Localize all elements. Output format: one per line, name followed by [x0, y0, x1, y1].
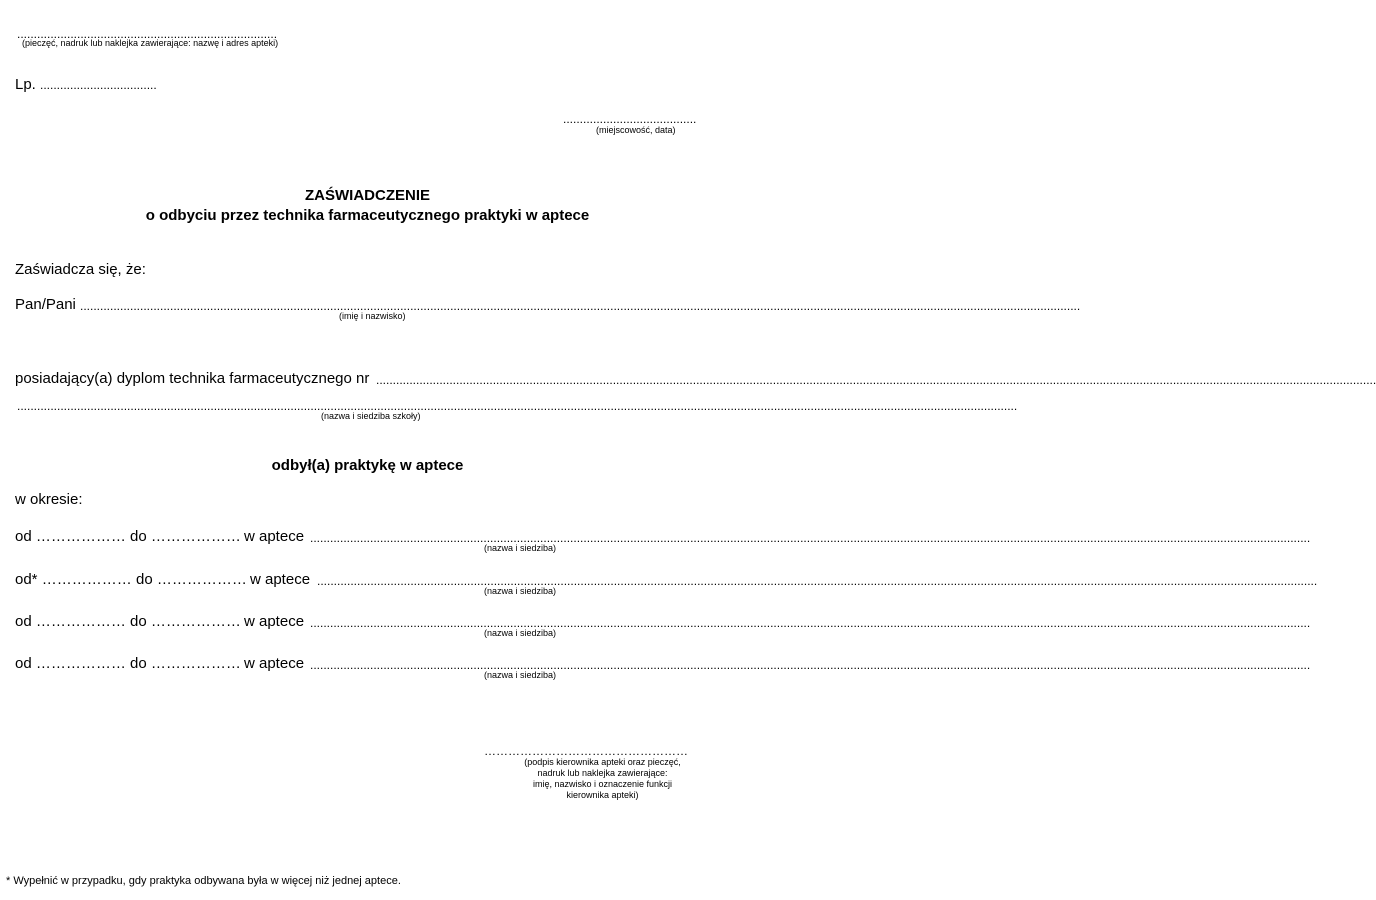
place-date-field[interactable]: ........................................: [563, 112, 697, 126]
lp-label: Lp.: [15, 76, 36, 93]
signature-caption-line: imię, nazwisko i oznaczenie funkcji: [532, 779, 673, 789]
to-date-field[interactable]: do ………………: [136, 571, 247, 588]
signature-field[interactable]: ……………………………………………: [484, 744, 688, 758]
school-field[interactable]: ............................................................................................................................................................................................................................................................................................................: [17, 399, 1018, 413]
from-date-field[interactable]: od ………………: [15, 655, 126, 672]
signature-caption-line: kierownika apteki): [566, 790, 639, 800]
signature-caption: [484, 757, 721, 801]
pharmacy-field[interactable]: ............................................................................................................................................................................................................................................................................................................: [310, 616, 1311, 630]
name-field[interactable]: ............................................................................................................................................................................................................................................................................................................: [80, 299, 1081, 313]
stamp-dotted-line: ..............................................................................: [17, 27, 278, 41]
pharmacy-field[interactable]: ............................................................................................................................................................................................................................................................................................................: [317, 574, 1318, 588]
from-date-field[interactable]: od ………………: [15, 528, 126, 545]
school-caption: (nazwa i siedziba szkoły): [321, 411, 421, 421]
name-caption: (imię i nazwisko): [339, 311, 406, 321]
from-date-field[interactable]: od ………………: [15, 613, 126, 630]
footnote: * Wypełnić w przypadku, gdy praktyka odbywana była w więcej niż jednej aptece.: [6, 875, 401, 887]
to-date-field[interactable]: do ………………: [130, 613, 241, 630]
period-label: w okresie:: [15, 491, 83, 508]
stamp-caption: (pieczęć, nadruk lub naklejka zawierające: nazwę i adres apteki): [22, 38, 279, 48]
place-date-caption: (miejscowość, data): [596, 125, 676, 135]
pharmacy-field[interactable]: ............................................................................................................................................................................................................................................................................................................: [310, 658, 1311, 672]
pharmacy-caption: (nazwa i siedziba): [484, 543, 557, 553]
diploma-label: posiadający(a) dyplom technika farmaceutycznego nr: [15, 370, 370, 387]
lp-field[interactable]: ...................................: [40, 78, 157, 92]
practice-heading: odbył(a) praktykę w aptece: [271, 457, 464, 474]
pharmacy-label: w aptece: [244, 655, 305, 672]
signature-caption-line: (podpis kierownika apteki oraz pieczęć,: [524, 757, 681, 767]
pharmacy-caption: (nazwa i siedziba): [484, 628, 557, 638]
pan-pani-label: Pan/Pani: [15, 296, 76, 313]
signature-caption-line: nadruk lub naklejka zawierające:: [537, 768, 668, 778]
from-date-field[interactable]: od* ………………: [15, 571, 132, 588]
pharmacy-label: w aptece: [244, 613, 305, 630]
pharmacy-caption: (nazwa i siedziba): [484, 586, 557, 596]
to-date-field[interactable]: do ………………: [130, 528, 241, 545]
pharmacy-caption: (nazwa i siedziba): [484, 670, 557, 680]
pharmacy-field[interactable]: ............................................................................................................................................................................................................................................................................................................: [310, 531, 1311, 545]
pharmacy-label: w aptece: [250, 571, 311, 588]
pharmacy-label: w aptece: [244, 528, 305, 545]
to-date-field[interactable]: do ………………: [130, 655, 241, 672]
diploma-number-field[interactable]: ............................................................................................................................................................................................................................................................................................................: [376, 373, 1376, 387]
document-title: ZAŚWIADCZENIE: [305, 187, 430, 204]
certify-text: Zaświadcza się, że:: [15, 261, 146, 278]
document-subtitle: o odbyciu przez technika farmaceutycznego praktyki w aptece: [145, 207, 590, 224]
